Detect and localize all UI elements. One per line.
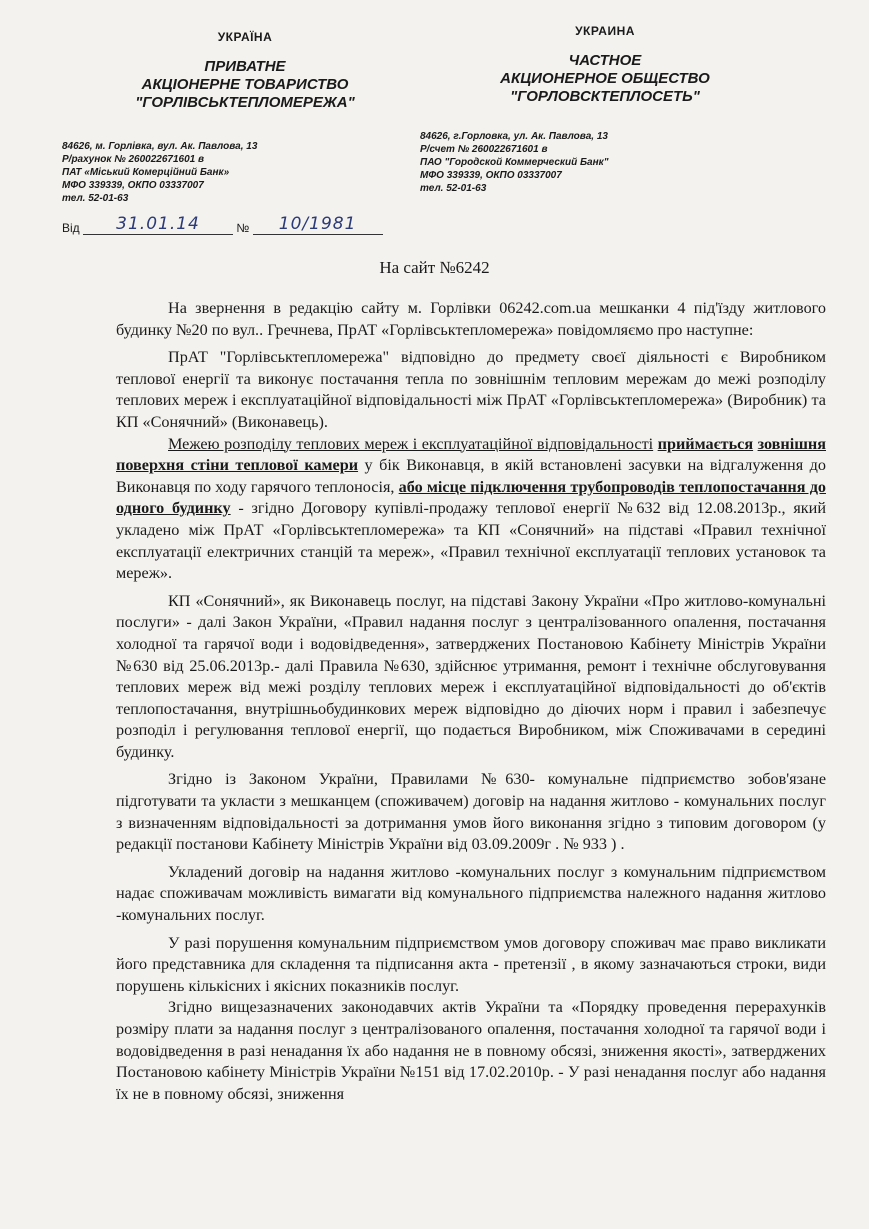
address-block-ua: 84626, м. Горлівка, вул. Ак. Павлова, 13 Р/рахунок № 260022671601 в ПАТ «Міський Комерційний Банк» МФО 339339, ОКПО 03337007 тел. 52-01-63 <box>62 141 258 204</box>
paragraph-6: Укладений договір на надання житлово -комунальних послуг з комунальним підприємством надає споживачам можливість вимагати від комунального підприємства належного надання житлово -комунальних послуг. <box>116 862 826 925</box>
boundary-phrase: Межею розподілу теплових мереж і експлуатаційної відповідальності <box>168 434 654 453</box>
handwritten-number: 10/1981 <box>278 214 357 234</box>
date-label: Від <box>62 221 80 235</box>
address-block-ru: 84626, г.Горловка, ул. Ак. Павлова, 13 Р/счет № 260022671601 в ПАО "Городской Коммерческий Банк" МФО 339339, ОКПО 03337007 тел. 52-01-63 <box>420 131 609 194</box>
company-name-ru: ЧАСТНОЕ АКЦИОНЕРНОЕ ОБЩЕСТВО "ГОРЛОВСКТЕПЛОСЕТЬ" <box>500 52 710 105</box>
handwritten-date: 31.01.14 <box>116 214 200 234</box>
country-label-ua: УКРАЇНА <box>217 30 273 44</box>
number-label: № <box>236 221 250 235</box>
paragraph-3: Межею розподілу теплових мереж і експлуатаційної відповідальності приймається зовнішня поверхня стіни теплової камери у бік Виконавця, в якій встановлені засувки на відгалуження до Виконавця по ходу гарячого теплоносія, або місце підключення трубопроводів теплопостачання до одного будинку - згідно Договору купівлі-продажу теплової енергії №632 від 12.08.2013р., який укладено між ПрАТ «Горлівськтепломережа» та КП «Сонячний» на підставі «Правил технічної експлуатації електричних станцій та мереж», «Правил технічної експлуатації теплових установок та мереж». <box>116 434 826 583</box>
document-title: На сайт №6242 <box>379 258 490 277</box>
letterhead-left <box>110 30 380 112</box>
paragraph-2: ПрАТ "Горлівськтепломережа" відповідно до предмету своєї діяльності є Виробником теплової енергії та виконує постачання тепла по зовнішнім тепловим мережам до межі розподілу теплових мереж і експлуатаційної відповідальності між ПрАТ «Горлівськтепломережа» (Виробник) та КП «Сонячний» (Виконавець). <box>116 348 826 431</box>
letter-body <box>116 298 826 1105</box>
paragraph-4: КП «Сонячний», як Виконавець послуг, на підставі Закону України «Про житлово-комунальні послуги» - далі Закон України, «Правил надання послуг з централізованного опалення, постачання холодної та гарячої води і водовідведення», затверджених Постановою Кабінету Міністрів України №630 від 25.06.2013р.- далі Правила №630, здійснює утримання, ремонт і технічне обслуговування теплових мереж від межі розділу теплових мереж і експлуатаційної відповідальності до об'єктів теплопостачання, внутрішньобудинкових мереж відповідно до діючих норм і правил і забезпечує розподіл і регулювання теплової енергії, що подається Виробником, між Споживачами в середині будинку. <box>116 591 826 761</box>
paragraph-5: Згідно із Законом України, Правилами №630- комунальне підприємство зобов'язане підготувати та укласти з мешканцем (споживачем) договір на надання житлово - комунальних послуг з визначенням відповідальності за дотримання умов його виконання згідно з типовим договором (у редакції постанови Кабінету Міністрів України від 03.09.2009г . № 933 ) . <box>116 770 826 854</box>
emphasis-wall: зовнішня поверхня стіни теплової камери <box>116 434 826 475</box>
number-field <box>253 214 383 235</box>
emphasis-connection: або місце підключення трубопроводів теплопостачання до одного будинку <box>116 477 826 518</box>
letterhead-right <box>455 24 755 106</box>
paragraph-8: Згідно вищезазначених законодавчих актів України та «Порядку проведення перерахунків розміру плати за надання послуг з централізованого опалення, постачання холодної та гарячої води і водовідведення в разі ненадання їх або надання не в повному обсязі, зниження якості», затверджених Постановою кабінету Міністрів України №151 від 17.02.2010р. - У разі ненадання послуг або надання їх не в повному обсязі, зниження <box>116 998 826 1103</box>
date-field <box>83 214 233 235</box>
paragraph-7: У разі порушення комунальним підприємством умов договору споживач має право викликати його представника для складення та підписання акта - претензії , в якому зазначаються строки, види порушень кількісних і якісних показників послуг. <box>116 933 826 995</box>
paragraph-1: На звернення в редакцію сайту м. Горлівки 06242.com.ua мешканки 4 під'їзду житлового будинку №20 по вул.. Гречнева, ПрАТ «Горлівськтепломережа» повідомляємо про наступне: <box>116 299 826 339</box>
country-label-ru: УКРАИНА <box>575 24 635 38</box>
reference-line <box>62 214 383 235</box>
company-name-ua: ПРИВАТНЕ АКЦІОНЕРНЕ ТОВАРИСТВО "ГОРЛІВСЬКТЕПЛОМЕРЕЖА" <box>135 58 355 111</box>
accepted-phrase: приймається <box>657 434 754 453</box>
